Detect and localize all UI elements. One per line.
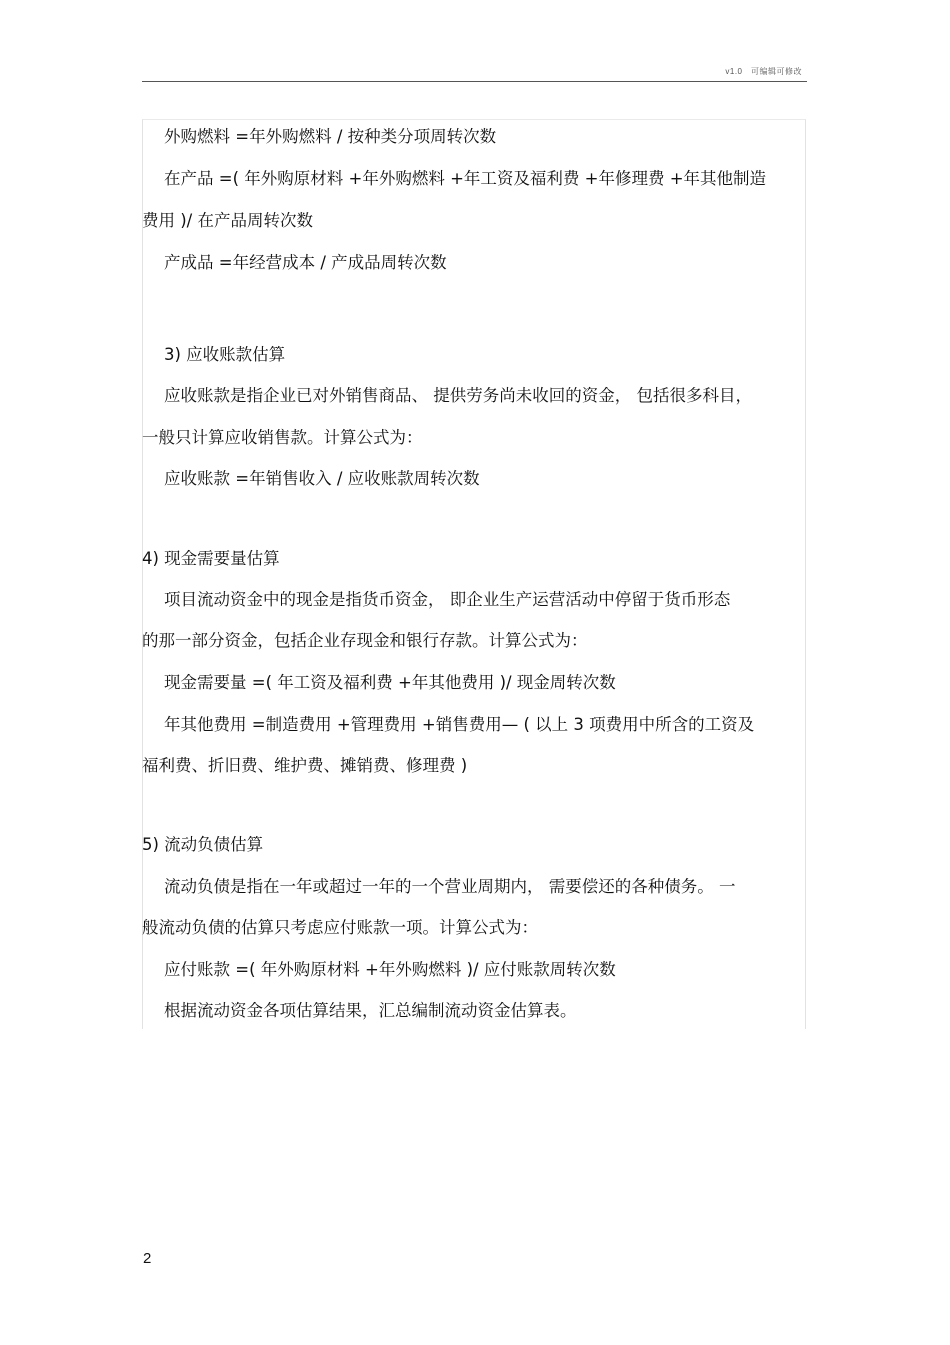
- formula-finished-goods: 产成品 =年经营成本 / 产成品周转次数: [164, 253, 447, 272]
- formula-other-expenses-line2: 福利费、折旧费、维护费、摊销费、修理费 ): [142, 756, 468, 775]
- paragraph-liabilities-line1: 流动负债是指在一年或超过一年的一个营业周期内， 需要偿还的各种债务。 一: [164, 877, 736, 896]
- formula-receivables: 应收账款 =年销售收入 / 应收账款周转次数: [164, 469, 480, 488]
- paragraph-summary: 根据流动资金各项估算结果，汇总编制流动资金估算表。: [164, 1001, 577, 1020]
- paragraph-cash-line1: 项目流动资金中的现金是指货币资金， 即企业生产运营活动中停留于货币形态: [164, 590, 731, 609]
- section-heading-current-liabilities: 5) 流动负债估算: [142, 835, 264, 854]
- formula-other-expenses-line1: 年其他费用 =制造费用 +管理费用 +销售费用— ( 以上 3 项费用中所含的工资及: [164, 715, 755, 734]
- page-number: 2: [143, 1250, 152, 1267]
- paragraph-receivables-line2: 一般只计算应收销售款。计算公式为：: [142, 428, 423, 447]
- paragraph-receivables-line1: 应收账款是指企业已对外销售商品、 提供劳务尚未收回的资金， 包括很多科目，: [164, 386, 752, 405]
- formula-work-in-progress-line2: 费用 )/ 在产品周转次数: [142, 211, 313, 230]
- paragraph-liabilities-line2: 般流动负债的估算只考虑应付账款一项。计算公式为：: [142, 918, 538, 937]
- formula-work-in-progress-line1: 在产品 =( 年外购原材料 +年外购燃料 +年工资及福利费 +年修理费 +年其他制造: [164, 169, 767, 188]
- header-divider: [142, 81, 807, 82]
- paragraph-cash-line2: 的那一部分资金，包括企业存现金和银行存款。计算公式为：: [142, 631, 588, 650]
- section-heading-cash: 4) 现金需要量估算: [142, 549, 280, 568]
- formula-purchased-fuel: 外购燃料 =年外购燃料 / 按种类分项周转次数: [164, 127, 497, 146]
- section-heading-receivables: 3) 应收账款估算: [164, 345, 286, 364]
- formula-cash: 现金需要量 =( 年工资及福利费 +年其他费用 )/ 现金周转次数: [164, 673, 616, 692]
- header-version-label: v1.0 可编辑可修改: [725, 67, 802, 76]
- formula-payables: 应付账款 =( 年外购原材料 +年外购燃料 )/ 应付账款周转次数: [164, 960, 616, 979]
